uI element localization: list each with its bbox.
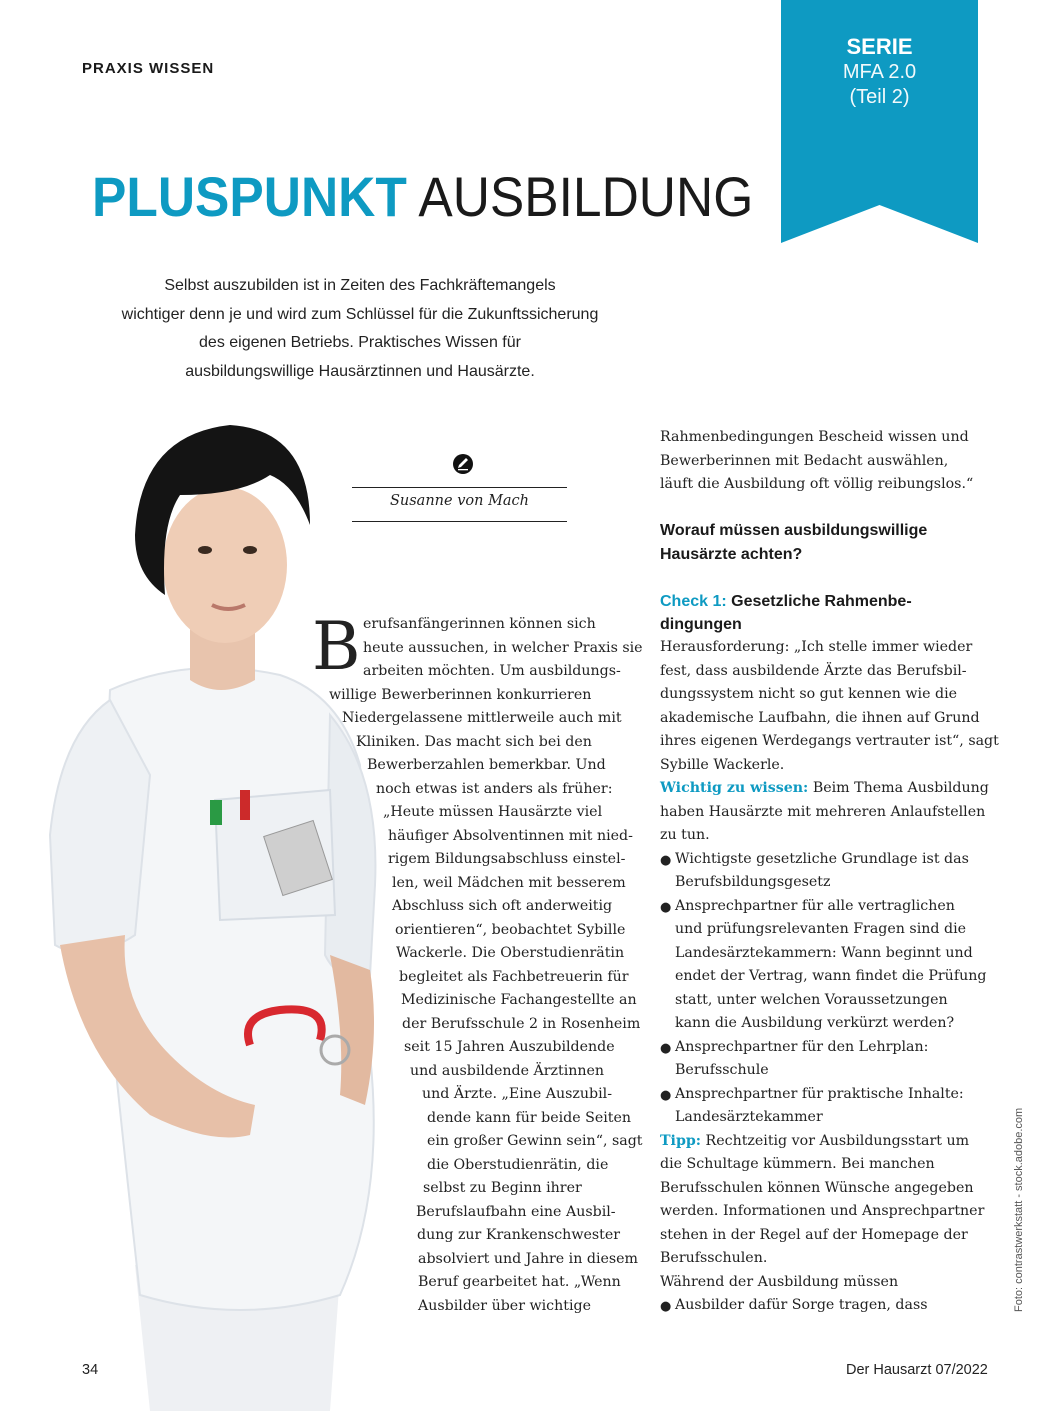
text-line: Herausforderung: „Ich stelle immer wieder: [660, 639, 973, 655]
bullet-text: Landesärztekammern: Wann beginnt und: [675, 945, 973, 961]
drop-cap: B: [312, 608, 361, 685]
bullet-text: Landesärztekammer: [675, 1109, 823, 1125]
bullet-icon: ●: [660, 1041, 672, 1056]
text-line: akademische Laufbahn, die ihnen auf Grund: [660, 710, 980, 726]
text-line: läuft die Ausbildung oft völlig reibungslos.“: [660, 476, 974, 492]
text-line: der Berufsschule 2 in Rosenheim: [402, 1016, 641, 1032]
series-label: SERIE: [846, 34, 913, 59]
bullet-text: kann die Ausbildung verkürzt werden?: [675, 1015, 955, 1031]
photo-credit: Foto: contrastwerkstatt - stock.adobe.com: [1013, 1107, 1025, 1312]
lead-line: Selbst auszubilden ist in Zeiten des Fachkräftemangels: [164, 277, 556, 294]
bullet-text: Ansprechpartner für alle vertraglichen: [675, 898, 955, 914]
text-line: werden. Informationen und Ansprechpartner: [660, 1203, 985, 1219]
text-line: ihres eigenen Werdegangs vertrauter ist“, sagt: [660, 733, 999, 749]
headline-rest: AUSBILDUNG: [418, 165, 754, 228]
check-heading: [660, 590, 912, 614]
text-line: Wackerle. Die Oberstudienrätin: [396, 945, 625, 961]
bullet-icon: ●: [660, 1299, 672, 1314]
text-line: fest, dass ausbildende Ärzte das Berufsbil-: [660, 663, 967, 679]
text-line: Medizinische Fachangestellte an: [401, 992, 637, 1008]
bullet-text: und prüfungsrelevanten Fragen sind die: [675, 921, 966, 937]
text-line: „Heute müssen Hausärzte viel: [383, 804, 603, 820]
byline-rule-bottom: [352, 521, 567, 522]
text-line: die Schultage kümmern. Bei manchen: [660, 1156, 935, 1172]
text-line: arbeiten möchten. Um ausbildungs-: [363, 663, 621, 679]
text-line: zu tun.: [660, 827, 710, 843]
text-line: Niedergelassene mittlerweile auch mit: [342, 710, 622, 726]
text-line: Berufsschulen.: [660, 1250, 768, 1266]
bullet-icon: ●: [660, 853, 672, 868]
author-name: Susanne von Mach: [389, 493, 530, 509]
text-line: Rahmenbedingungen Bescheid wissen und: [660, 429, 969, 445]
tip-line: [660, 1130, 969, 1154]
bullet-text: Berufsbildungsgesetz: [675, 874, 831, 890]
lead-line: des eigenen Betriebs. Praktisches Wissen für: [199, 334, 521, 351]
text-line: dung zur Krankenschwester: [417, 1227, 621, 1243]
pen-icon: [452, 453, 474, 475]
bullet-text: Berufsschule: [675, 1062, 769, 1078]
bullet-text: Ausbilder dafür Sorge tragen, dass: [675, 1297, 928, 1313]
text-line: erufsanfängerinnen können sich: [363, 616, 596, 632]
text-line: haben Hausärzte mit mehreren Anlaufstellen: [660, 804, 986, 820]
important-line: [660, 777, 989, 801]
bullet-icon: ●: [660, 1088, 672, 1103]
text-line: absolviert und Jahre in diesem: [418, 1251, 639, 1267]
text-line: die Oberstudienrätin, die: [427, 1157, 609, 1173]
lead-line: wichtiger denn je und wird zum Schlüssel für die Zukunftssicherung: [121, 305, 599, 323]
headline: [92, 165, 753, 229]
publication-info: Der Hausarzt 07/2022: [846, 1362, 988, 1378]
text-line: Ausbilder über wichtige: [418, 1298, 591, 1314]
byline-rule-top: [352, 487, 567, 488]
text-line: dungssystem nicht so gut kennen wie die: [660, 686, 958, 702]
page-number: 34: [82, 1362, 99, 1378]
series-name: MFA 2.0: [842, 61, 917, 83]
text-line: Beruf gearbeitet hat. „Wenn: [418, 1274, 621, 1290]
bullet-text: statt, unter welchen Voraussetzungen: [675, 992, 948, 1008]
subheading-line: Hausärzte achten?: [660, 546, 803, 563]
headline-accent: PLUSPUNKT: [92, 165, 407, 228]
text-line: Bewerberzahlen bemerkbar. Und: [367, 757, 606, 773]
subheading-line: Worauf müssen ausbildungswillige: [660, 522, 928, 539]
important-label: Wichtig zu wissen:: [660, 780, 809, 796]
text-line: Bewerberinnen mit Bedacht auswählen,: [660, 453, 949, 469]
tip-label: Tipp:: [660, 1133, 702, 1149]
check-title: Gesetzliche Rahmenbe-: [731, 593, 912, 610]
text-span: Beim Thema Ausbildung: [812, 780, 989, 796]
text-line: und ausbildende Ärztinnen: [410, 1063, 605, 1079]
text-line: Berufslaufbahn eine Ausbil-: [416, 1204, 616, 1220]
bullet-text: Wichtigste gesetzliche Grundlage ist das: [675, 851, 969, 867]
text-line: heute aussuchen, in welcher Praxis sie: [363, 640, 643, 656]
bullet-text: endet der Vertrag, wann findet die Prüfung: [675, 968, 987, 984]
text-line: seit 15 Jahren Auszubildende: [404, 1039, 615, 1055]
text-line: Berufsschulen können Wünsche angegeben: [660, 1180, 974, 1196]
text-line: willige Bewerberinnen konkurrieren: [329, 687, 592, 703]
text-line: rigem Bildungsabschluss einstel-: [388, 851, 626, 867]
check-title-cont: dingungen: [660, 616, 742, 633]
series-part: (Teil 2): [849, 86, 910, 108]
nurse-photo: [40, 415, 400, 1411]
text-line: selbst zu Beginn ihrer: [423, 1180, 582, 1196]
section-label: PRAXIS WISSEN: [82, 60, 215, 77]
text-line: Sybille Wackerle.: [660, 757, 785, 773]
lead-paragraph: [82, 272, 638, 386]
text-line: dende kann für beide Seiten: [427, 1110, 632, 1126]
text-line: begleitet als Fachbetreuerin für: [399, 969, 629, 985]
text-line: häufiger Absolventinnen mit nied-: [388, 828, 633, 844]
text-span: Rechtzeitig vor Ausbildungsstart um: [705, 1133, 970, 1149]
text-line: Kliniken. Das macht sich bei den: [356, 734, 592, 750]
lead-line: ausbildungswillige Hausärztinnen und Hausärzte.: [185, 362, 535, 380]
check-label: Check 1:: [660, 593, 727, 610]
text-line: Abschluss sich oft anderweitig: [392, 898, 613, 914]
bullet-text: Ansprechpartner für den Lehrplan:: [675, 1039, 929, 1055]
text-line: Während der Ausbildung müssen: [660, 1274, 899, 1290]
text-line: orientieren“, beobachtet Sybille: [395, 922, 626, 938]
text-line: len, weil Mädchen mit besserem: [392, 875, 626, 891]
text-line: ein großer Gewinn sein“, sagt: [427, 1133, 643, 1149]
bullet-text: Ansprechpartner für praktische Inhalte:: [675, 1086, 964, 1102]
series-banner: [781, 0, 978, 243]
bullet-icon: ●: [660, 900, 672, 915]
text-line: noch etwas ist anders als früher:: [376, 781, 613, 797]
text-line: stehen in der Regel auf der Homepage der: [660, 1227, 968, 1243]
text-line: und Ärzte. „Eine Auszubil-: [422, 1086, 613, 1102]
